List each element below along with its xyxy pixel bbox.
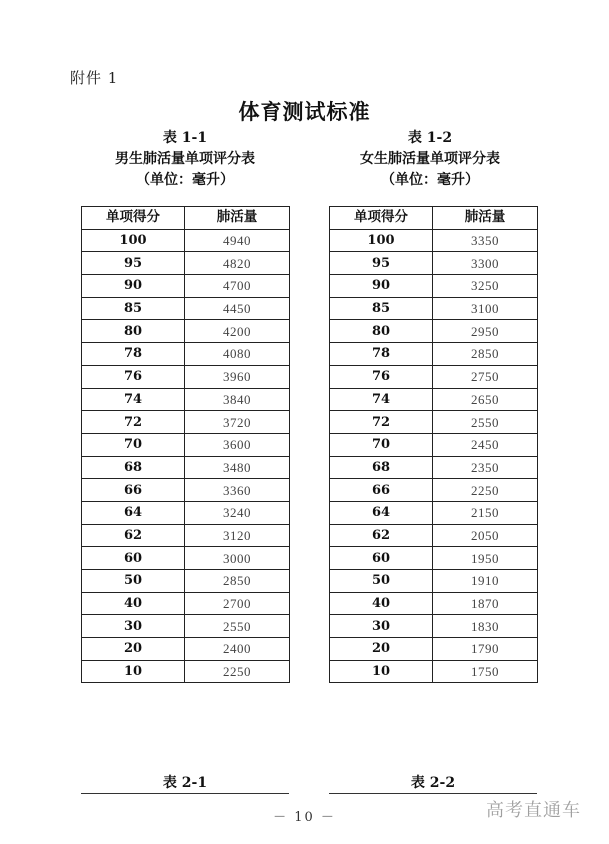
lung-capacity-cell: 4820 [185,252,290,275]
lung-capacity-cell: 2050 [433,524,538,547]
lung-capacity-cell: 1910 [433,570,538,593]
score-cell: 80 [82,320,185,343]
score-cell: 85 [82,297,185,320]
table-row [330,456,538,479]
lung-capacity-cell: 2400 [185,638,290,661]
lung-capacity-cell: 3720 [185,411,290,434]
score-cell: 30 [82,615,185,638]
table-row [330,433,538,456]
table-row [82,252,290,275]
lung-capacity-cell: 3120 [185,524,290,547]
table-row [330,297,538,320]
lung-capacity-cell: 4700 [185,275,290,298]
annex-label: 附件 1 [70,69,119,87]
divider-line [329,793,537,794]
female-lung-capacity-table [329,206,538,683]
score-cell: 10 [330,660,433,683]
table-row [330,638,538,661]
table-row [330,343,538,366]
table-number: 表 1-1 [162,130,208,146]
score-cell: 10 [82,660,185,683]
table-row [330,252,538,275]
table-row [82,229,290,252]
table-caption-male [70,128,300,191]
table-row [82,570,290,593]
header-lung-capacity: 肺活量 [185,207,290,230]
page-title: 体育测试标准 [238,99,371,124]
score-cell: 80 [330,320,433,343]
table-row [82,433,290,456]
table-row [82,297,290,320]
lung-capacity-cell: 2850 [185,570,290,593]
table-row [330,524,538,547]
lung-capacity-cell: 4940 [185,229,290,252]
table-row [82,388,290,411]
header-score: 单项得分 [330,207,433,230]
lung-capacity-cell: 2550 [185,615,290,638]
score-cell: 50 [330,570,433,593]
table-row [330,501,538,524]
male-lung-capacity-table [81,206,290,683]
score-cell: 78 [82,343,185,366]
lung-capacity-cell: 1790 [433,638,538,661]
score-cell: 20 [82,638,185,661]
table-row [330,660,538,683]
score-cell: 90 [82,275,185,298]
table-row [330,592,538,615]
lung-capacity-cell: 2700 [185,592,290,615]
table-title: 女生肺活量单项评分表 [360,151,500,167]
table-row [330,388,538,411]
lung-capacity-cell: 1870 [433,592,538,615]
header-score: 单项得分 [82,207,185,230]
lung-capacity-cell: 3360 [185,479,290,502]
score-cell: 95 [330,252,433,275]
divider-line [81,793,289,794]
table-row [82,320,290,343]
table-header-row [82,207,290,230]
lung-capacity-cell: 3960 [185,365,290,388]
table-row [330,570,538,593]
score-cell: 76 [82,365,185,388]
score-cell: 62 [82,524,185,547]
lung-capacity-cell: 3350 [433,229,538,252]
lung-capacity-cell: 1830 [433,615,538,638]
table-row [330,229,538,252]
table-row [330,320,538,343]
page-number: － 10 － [273,810,336,825]
lung-capacity-cell: 1950 [433,547,538,570]
lung-capacity-cell: 4080 [185,343,290,366]
table-row [330,479,538,502]
lung-capacity-cell: 3480 [185,456,290,479]
score-cell: 40 [330,592,433,615]
score-cell: 100 [330,229,433,252]
table-row [82,592,290,615]
table-row [82,411,290,434]
header-lung-capacity: 肺活量 [433,207,538,230]
score-cell: 64 [330,501,433,524]
lung-capacity-cell: 2550 [433,411,538,434]
table-row [82,660,290,683]
score-cell: 95 [82,252,185,275]
table-row [82,524,290,547]
score-cell: 74 [330,388,433,411]
next-table-number-right: 表 2-2 [410,775,456,791]
table-row [82,275,290,298]
score-cell: 66 [330,479,433,502]
score-cell: 70 [82,433,185,456]
lung-capacity-cell: 3600 [185,433,290,456]
score-cell: 78 [330,343,433,366]
lung-capacity-cell: 2750 [433,365,538,388]
lung-capacity-cell: 3240 [185,501,290,524]
table-caption-female [315,128,545,191]
score-cell: 20 [330,638,433,661]
watermark: 高考直通车 [486,800,581,821]
score-cell: 72 [330,411,433,434]
lung-capacity-cell: 2450 [433,433,538,456]
lung-capacity-cell: 2250 [433,479,538,502]
table-row [82,365,290,388]
table-row [82,547,290,570]
table-title: 男生肺活量单项评分表 [115,151,255,167]
table-row [82,456,290,479]
score-cell: 68 [330,456,433,479]
score-cell: 64 [82,501,185,524]
score-cell: 50 [82,570,185,593]
score-cell: 72 [82,411,185,434]
next-table-number-left: 表 2-1 [162,775,208,791]
lung-capacity-cell: 2150 [433,501,538,524]
table-row [82,479,290,502]
lung-capacity-cell: 4450 [185,297,290,320]
score-cell: 60 [330,547,433,570]
table-row [330,365,538,388]
lung-capacity-cell: 2950 [433,320,538,343]
table-row [82,343,290,366]
lung-capacity-cell: 1750 [433,660,538,683]
score-cell: 85 [330,297,433,320]
score-cell: 70 [330,433,433,456]
table-row [330,411,538,434]
lung-capacity-cell: 2650 [433,388,538,411]
table-row [330,547,538,570]
lung-capacity-cell: 2350 [433,456,538,479]
table-unit: （单位：毫升） [136,172,234,188]
score-cell: 66 [82,479,185,502]
lung-capacity-cell: 3100 [433,297,538,320]
lung-capacity-cell: 3300 [433,252,538,275]
lung-capacity-cell: 3840 [185,388,290,411]
table-unit: （单位：毫升） [381,172,479,188]
lung-capacity-cell: 3250 [433,275,538,298]
lung-capacity-cell: 4200 [185,320,290,343]
table-row [330,275,538,298]
score-cell: 74 [82,388,185,411]
table-header-row [330,207,538,230]
table-row [330,615,538,638]
score-cell: 100 [82,229,185,252]
table-row [82,638,290,661]
lung-capacity-cell: 3000 [185,547,290,570]
score-cell: 60 [82,547,185,570]
score-cell: 68 [82,456,185,479]
score-cell: 76 [330,365,433,388]
table-row [82,615,290,638]
score-cell: 30 [330,615,433,638]
score-cell: 90 [330,275,433,298]
table-row [82,501,290,524]
score-cell: 40 [82,592,185,615]
table-number: 表 1-2 [407,130,453,146]
lung-capacity-cell: 2850 [433,343,538,366]
score-cell: 62 [330,524,433,547]
lung-capacity-cell: 2250 [185,660,290,683]
